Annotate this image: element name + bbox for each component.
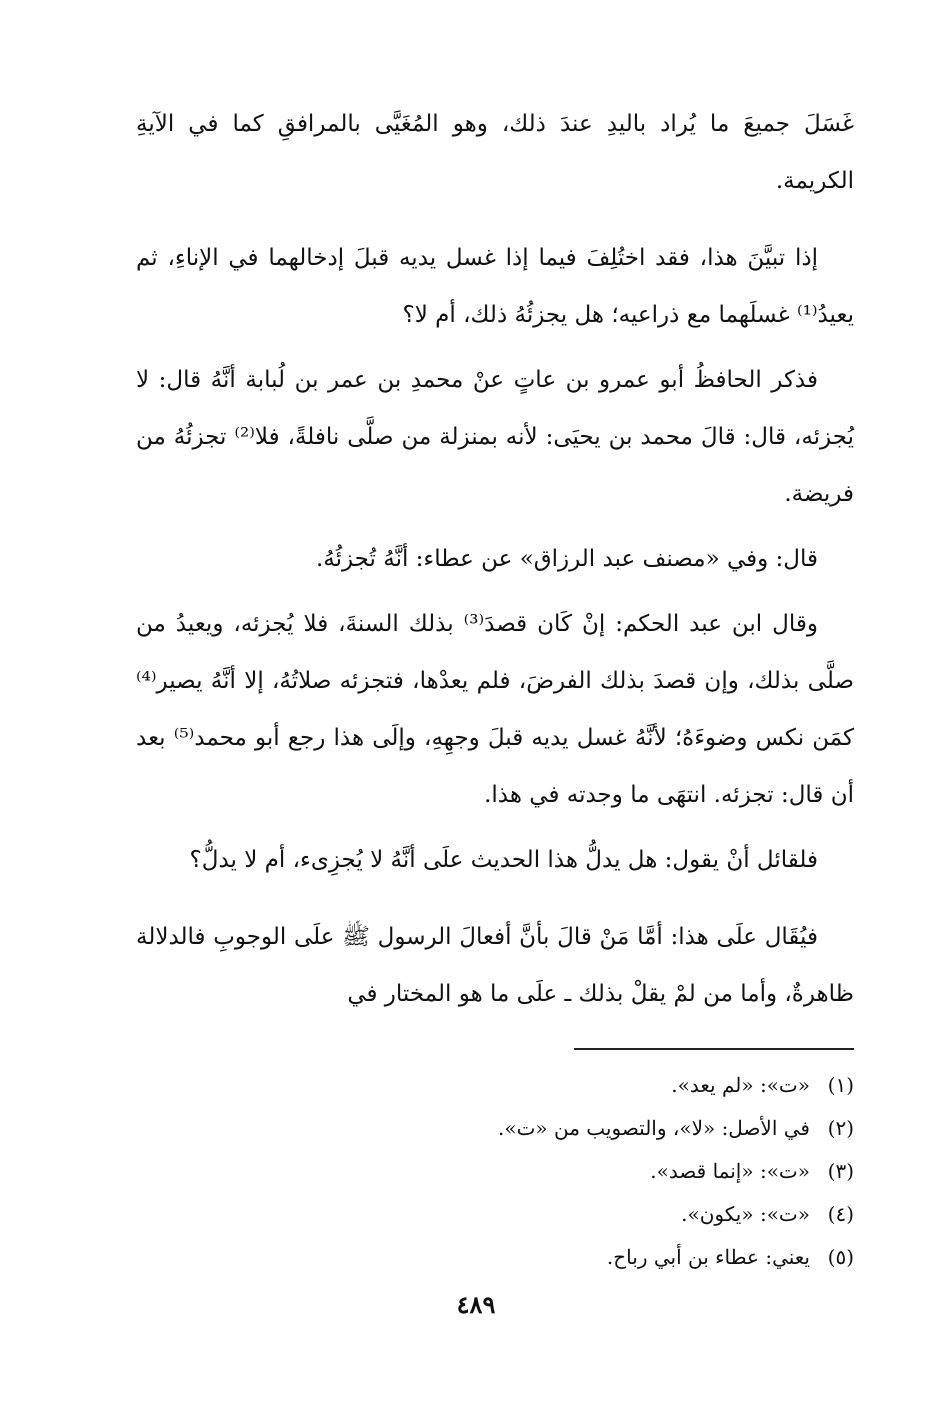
footnote-4 <box>136 1193 854 1236</box>
footnote-number: (٥) <box>827 1245 854 1269</box>
paragraph-3: فذكر الحافظُ أبو عمرو بن عاتٍ عنْ محمدِ بن عمر بن لُبابة أنَّهُ قال: لا يُجزئه، قال: قالَ محمد بن يحيَى: لأنه بمنزلة من صلَّى نافلةً، فلا⁽²⁾ تجزئُهُ من فريضة. <box>136 367 854 507</box>
paragraph-1: غَسَلَ جميعَ ما يُراد باليدِ عندَ ذلك، وهو المُغَيَّى بالمرافقِ كما في الآيةِ الكريمة. <box>136 111 854 194</box>
footnote-number: (٤) <box>827 1202 854 1226</box>
footnote-text: «ت»: «لم يعد». <box>671 1073 810 1097</box>
footnote-5 <box>136 1236 854 1279</box>
footnote-1 <box>136 1064 854 1107</box>
footnote-divider <box>574 1048 854 1050</box>
footnote-number: (١) <box>827 1073 854 1097</box>
footnotes <box>136 1064 854 1279</box>
footnote-text: «ت»: «إنما قصد». <box>650 1159 810 1183</box>
paragraph-4: قال: وفي «مصنف عبد الرزاق» عن عطاء: أنَّهُ تُجزئُهُ. <box>315 546 818 572</box>
footnote-text: «ت»: «يكون». <box>681 1202 810 1226</box>
footnote-number: (٣) <box>827 1159 854 1183</box>
page-number: ٤٨٩ <box>456 1290 496 1319</box>
footnote-text: في الأصل: «لا»، والتصويب من «ت». <box>497 1116 810 1140</box>
paragraph-7: فيُقَال علَى هذا: أمَّا مَنْ قالَ بأنَّ أفعالَ الرسول ﷺ علَى الوجوبِ فالدلالة ظاهرةٌ، وأما من لمْ يقلْ بذلك ـ علَى ما هو المختار في <box>136 924 854 1007</box>
footnote-2 <box>136 1107 854 1150</box>
footnote-3 <box>136 1150 854 1193</box>
footnote-number: (٢) <box>827 1116 854 1140</box>
body-text <box>136 96 854 1031</box>
footnote-text: يعني: عطاء بن أبي رباح. <box>606 1245 810 1269</box>
paragraph-5: وقال ابن عبد الحكم: إنْ كَان قصدَ⁽³⁾ بذلك السنةَ، فلا يُجزئه، ويعيدُ من صلَّى بذلك، وإن قصدَ بذلك الفرضَ، فلم يعدْها، فتجزئه صلاتُهُ، إلا أنَّهُ يصير⁽⁴⁾ كمَن نكس وضوءَهُ؛ لأنَّهُ غسل يديه قبلَ وجهِهِ، وإلَى هذا رجع أبو محمد⁽⁵⁾ بعد أن قال: تجزئه. انتهَى ما وجدته في هذا. <box>136 611 855 808</box>
paragraph-2: إذا تبيَّنَ هذا، فقد اختُلِفَ فيما إذا غسل يديه قبلَ إدخالهما في الإناءِ، ثم يعيدُ⁽¹⁾ غسلَهما مع ذراعيه؛ هل يجزئُهُ ذلك، أم لا؟ <box>136 245 854 328</box>
paragraph-6: فلقائل أنْ يقول: هل يدلُّ هذا الحديث علَى أنَّهُ لا يُجزِىء، أم لا يدلُّ؟ <box>189 847 818 873</box>
